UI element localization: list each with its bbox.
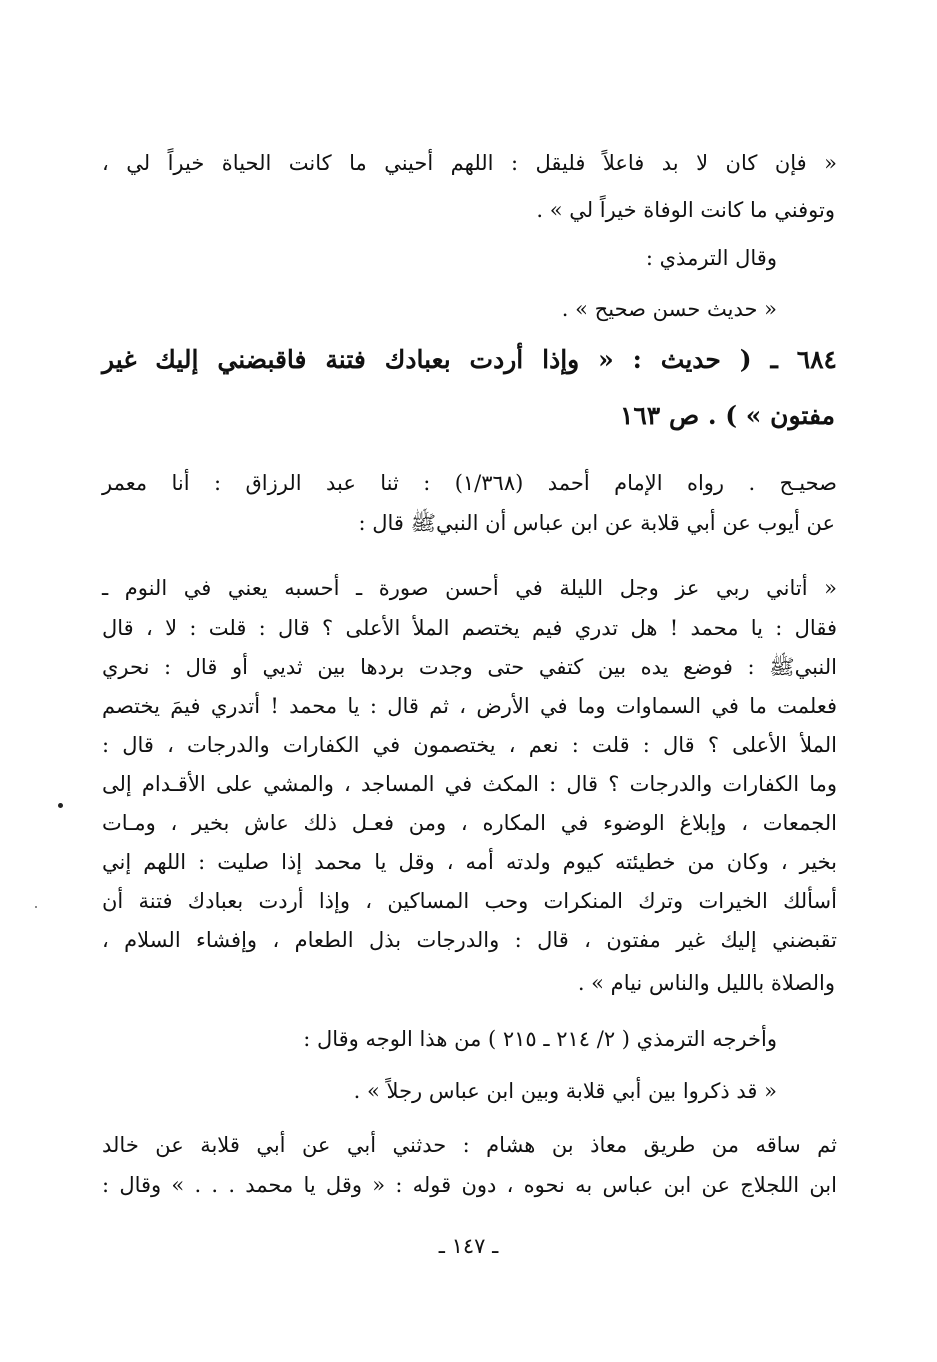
text-line-13: الملأ الأعلى ؟ قال : قلت : نعم ، يختصمون في الكفارات والدرجات ، قال :: [102, 733, 837, 757]
text-line-19: والصلاة بالليل والناس نيام » .: [577, 971, 835, 995]
text-line-1: « فإن كان لا بد فاعلاً فليقل : اللهم أحيني ما كانت الحياة خيراً لي ،: [102, 151, 837, 175]
text-line-18: تقبضني إليك غير مفتون ، قال : والدرجات بذل الطعام ، وإفشاء السلام ،: [102, 928, 837, 952]
text-line-16: بخير ، وكان من خطيئته كيوم ولدته أمه ، وقل يا محمد إذا صليت : اللهم إني: [102, 850, 837, 874]
text-line-22: ثم ساقه من طريق معاذ بن هشام : حدثني أبي عن أبي قلابة عن خالد: [102, 1133, 837, 1157]
page-number: ـ ١٤٧ ـ: [438, 1234, 499, 1258]
text-line-15: الجمعات ، وإبلاغ الوضوء في المكاره ، ومن فعـل ذلك عاش بخير ، ومـات: [102, 811, 837, 835]
text-line-21: « قد ذكروا بين أبي قلابة وبين ابن عباس رجلاً » .: [353, 1079, 777, 1103]
ink-mark: [58, 803, 63, 808]
text-line-9: « أتاني ربي عز وجل الليلة في أحسن صورة ـ أحسبه يعني في النوم ـ: [102, 576, 837, 600]
text-line-23: ابن اللجلاج عن ابن عباس به نحوه ، دون قوله : « وقل يا محمد . . . » وقال :: [102, 1173, 837, 1197]
hadith-heading-line-1: ٦٨٤ ـ ( حديث : « وإذا أردت بعبادك فتنة فاقبضني إليك غير: [102, 345, 837, 374]
scan-speck: [35, 906, 37, 908]
text-line-4: « حديث حسن صحيح » .: [561, 297, 777, 321]
text-line-20: وأخرجه الترمذي ( ٢/ ٢١٤ ـ ٢١٥ ) من هذا الوجه وقال :: [303, 1027, 777, 1051]
text-line-2: وتوفني ما كانت الوفاة خيراً لي » .: [536, 198, 835, 222]
text-line-11: النبيﷺ : فوضع يده بين كتفي حتى وجدت بردها بين ثديي أو قال : نحري: [102, 655, 837, 679]
hadith-heading-line-2: مفتون » ) . ص ١٦٣: [619, 401, 835, 430]
text-line-17: أسألك الخيرات وترك المنكرات وحب المساكين ، وإذا أردت بعبادك فتنة أن: [102, 889, 837, 913]
text-line-14: وما الكفارات والدرجات ؟ قال : المكث في المساجد ، والمشي على الأقـدام إلى: [102, 772, 837, 796]
text-line-12: فعلمت ما في السماوات وما في الأرض ، ثم قال : يا محمد ! أتدري فيمَ يختصم: [102, 694, 837, 718]
text-line-3: وقال الترمذي :: [645, 246, 777, 270]
text-line-8: عن أيوب عن أبي قلابة عن ابن عباس أن النبيﷺ قال :: [358, 511, 835, 535]
text-line-10: فقال : يا محمد ! هل تدري فيم يختصم الملأ الأعلى ؟ قال : قلت : لا ، قال: [102, 616, 837, 640]
text-line-7: صحيـح . رواه الإمام أحمد (١/٣٦٨) : ثنا عبد الرزاق : أنا معمر: [102, 471, 837, 495]
